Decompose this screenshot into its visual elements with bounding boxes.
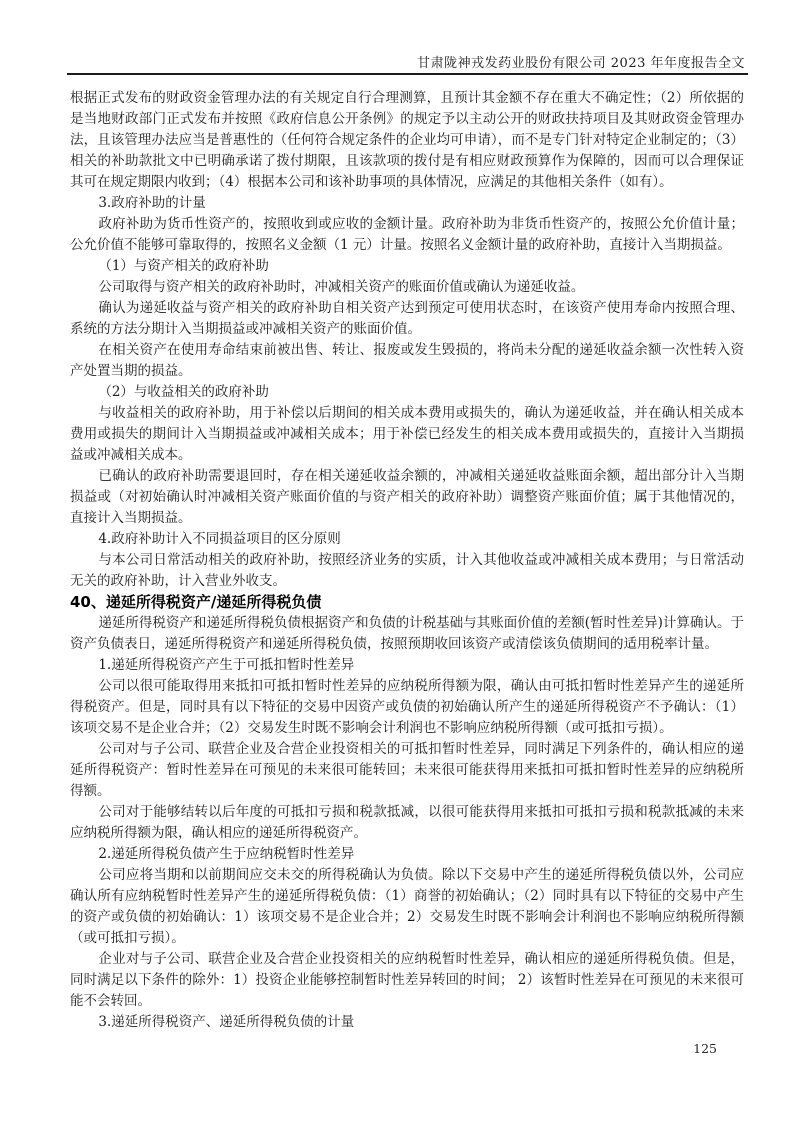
paragraph: 根据正式发布的财政资金管理办法的有关规定自行合理测算，且预计其金额不存在重大不确定性；（2）所依据的是当地财政部门正式发布并按照《政府信息公开条例》的规定予以主动公开的财政扶持项目及其财政资金管理办法，且该管理办法应当是普惠性的（任何符合规定条件的企业均可申请），而不是专门针对特定企业制定的；（3）相关的补助款批文中已明确承诺了拨付期限，且该款项的拨付是有相应财政预算作为保障的，因而可以合理保证其可在规定期限内收到；（4）根据本公司和该补助事项的具体情况，应满足的其他相关条件（如有）。	[70, 90, 744, 190]
paragraph: 公司以很可能取得用来抵扣可抵扣暂时性差异的应纳税所得额为限，确认由可抵扣暂时性差异产生的递延所得税资产。但是，同时具有以下特征的交易中因资产或负债的初始确认所产生的递延所得税资产不予确认：（1）该项交易不是企业合并；（2）交易发生时既不影响会计利润也不影响应纳税所得额（或可抵扣亏损）。	[70, 678, 744, 736]
paragraph: 企业对与子公司、联营企业及合营企业投资相关的应纳税暂时性差异，确认相应的递延所得税负债。但是，同时满足以下条件的除外：1）投资企业能够控制暂时性差异转回的时间； 2）该暂时性差异在可预见的未来很可能不会转回。	[70, 951, 744, 1009]
header-rule	[67, 73, 748, 75]
paragraph: 4.政府补助计入不同损益项目的区分原则	[98, 531, 341, 547]
paragraph: 1.递延所得税资产产生于可抵扣暂时性差异	[98, 657, 355, 673]
paragraph: （1）与资产相关的政府补助	[98, 258, 269, 274]
paragraph: 与本公司日常活动相关的政府补助，按照经济业务的实质，计入其他收益或冲减相关成本费用；与日常活动无关的政府补助，计入营业外收支。	[70, 552, 744, 589]
paragraph: 政府补助为货币性资产的，按照收到或应收的金额计量。政府补助为非货币性资产的，按照公允价值计量；公允价值不能够可靠取得的，按照名义金额（1 元）计量。按照名义金额计量的政府补助，直接计入当期损益。	[70, 216, 744, 253]
page-header-title: 甘肃陇神戎发药业股份有限公司 2023 年年度报告全文	[417, 56, 745, 71]
paragraph: 确认为递延收益与资产相关的政府补助自相关资产达到预定可使用状态时，在该资产使用寿命内按照合理、系统的方法分期计入当期损益或冲减相关资产的账面价值。	[70, 300, 744, 337]
page-number: 125	[693, 1041, 717, 1056]
paragraph: 已确认的政府补助需要退回时，存在相关递延收益余额的，冲减相关递延收益账面余额，超出部分计入当期损益或（对初始确认时冲减相关资产账面价值的与资产相关的政府补助）调整资产账面价值；属于其他情况的，直接计入当期损益。	[70, 468, 744, 526]
paragraph: 公司对与子公司、联营企业及合营企业投资相关的可抵扣暂时性差异，同时满足下列条件的，确认相应的递延所得税资产：暂时性差异在可预见的未来很可能转回；未来很可能获得用来抵扣可抵扣暂时性差异的应纳税所得额。	[70, 741, 744, 799]
paragraph: 2.递延所得税负债产生于应纳税暂时性差异	[98, 846, 355, 862]
paragraph: （2）与收益相关的政府补助	[98, 384, 269, 400]
paragraph: 公司对于能够结转以后年度的可抵扣亏损和税款抵减，以很可能获得用来抵扣可抵扣亏损和税款抵减的未来应纳税所得额为限，确认相应的递延所得税资产。	[70, 804, 744, 841]
paragraph: 与收益相关的政府补助，用于补偿以后期间的相关成本费用或损失的，确认为递延收益，并在确认相关成本费用或损失的期间计入当期损益或冲减相关成本；用于补偿已经发生的相关成本费用或损失的，直接计入当期损益或冲减相关成本。	[70, 405, 744, 463]
paragraph: 3.递延所得税资产、递延所得税负债的计量	[98, 1014, 355, 1030]
section-heading-deferred-tax: 40、递延所得税资产/递延所得税负债	[70, 593, 322, 611]
paragraph: 公司取得与资产相关的政府补助时，冲减相关资产的账面价值或确认为递延收益。	[98, 279, 585, 295]
paragraph: 3.政府补助的计量	[98, 195, 206, 211]
paragraph: 公司应将当期和以前期间应交未交的所得税确认为负债。除以下交易中产生的递延所得税负债以外，公司应确认所有应纳税暂时性差异产生的递延所得税负债：（1）商誉的初始确认；（2）同时具有以下特征的交易中产生的资产或负债的初始确认：1）该项交易不是企业合并；2）交易发生时既不影响会计利润也不影响应纳税所得额（或可抵扣亏损）。	[70, 867, 744, 946]
paragraph: 递延所得税资产和递延所得税负债根据资产和负债的计税基础与其账面价值的差额(暂时性差异)计算确认。于资产负债表日，递延所得税资产和递延所得税负债，按照预期收回该资产或清偿该负债期间的适用税率计量。	[70, 615, 744, 652]
paragraph: 在相关资产在使用寿命结束前被出售、转让、报废或发生毁损的，将尚未分配的递延收益余额一次性转入资产处置当期的损益。	[70, 342, 744, 379]
page-body	[70, 88, 744, 1033]
